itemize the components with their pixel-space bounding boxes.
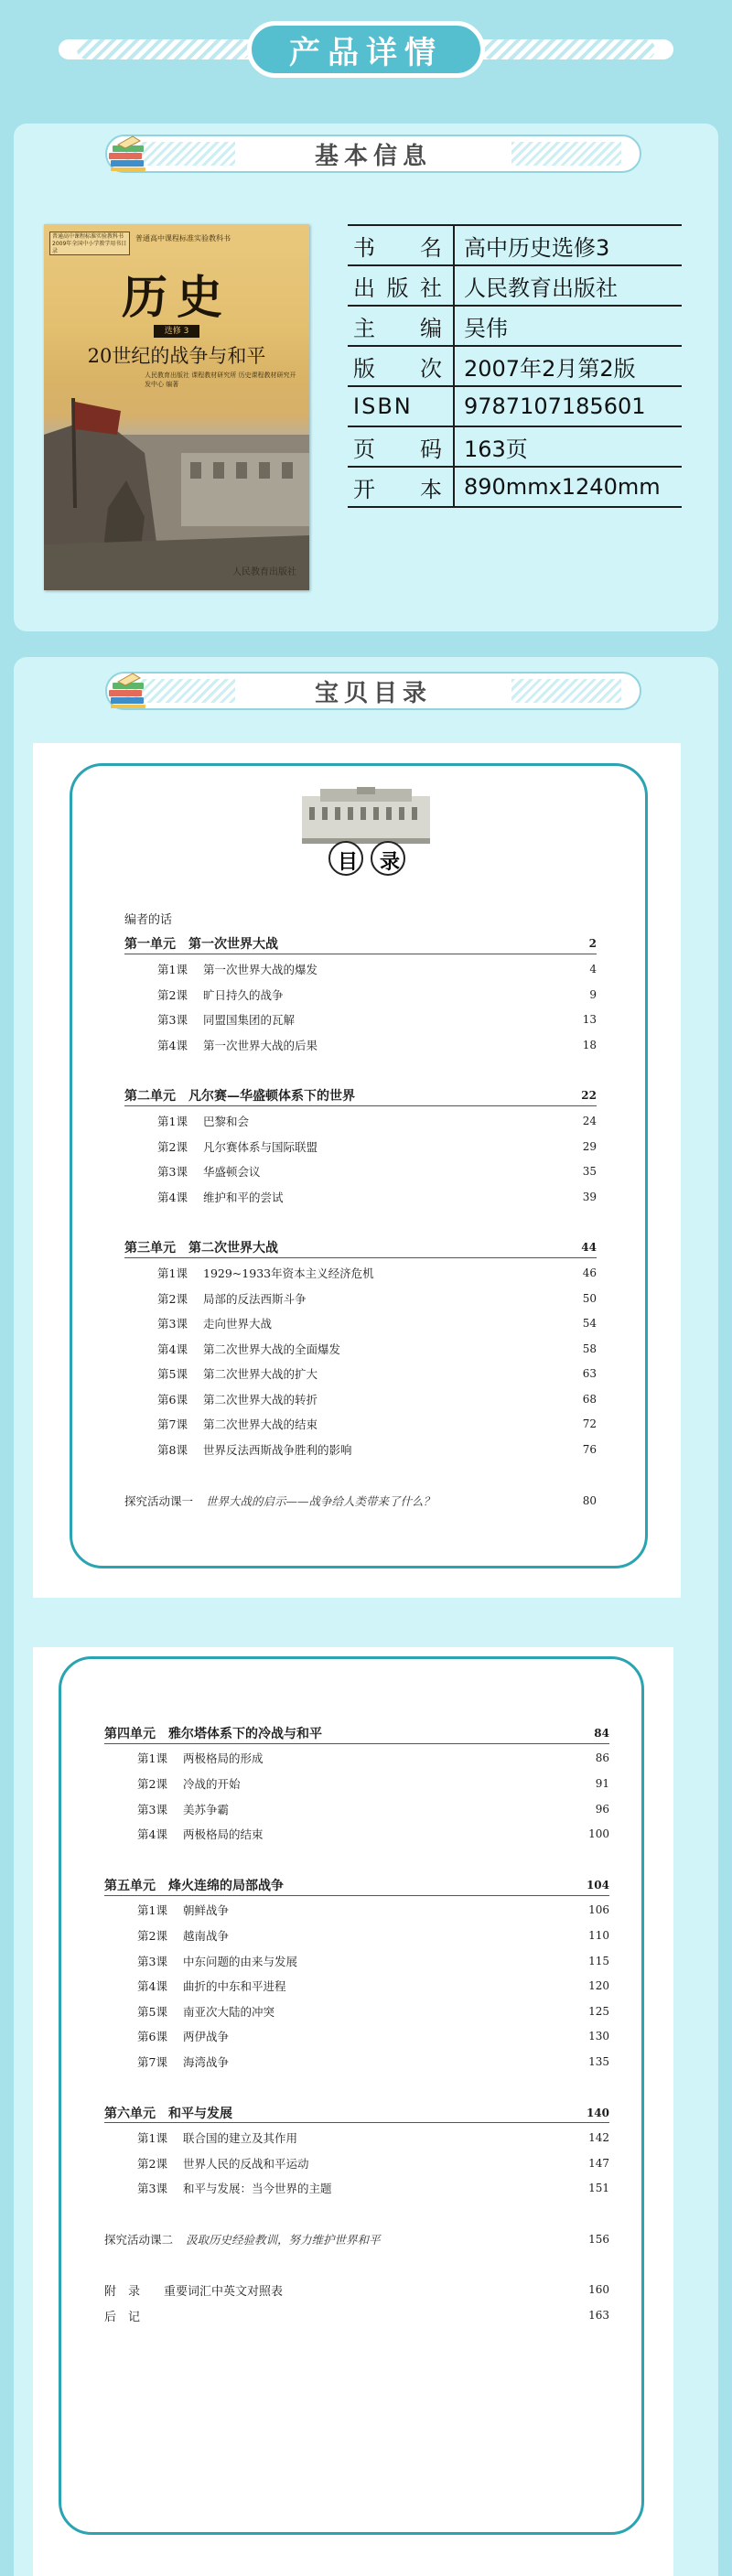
toc-gap <box>104 2252 609 2278</box>
toc-page-number: 54 <box>582 1317 597 1331</box>
toc-page-number: 106 <box>588 1903 609 1917</box>
toc-title: 海湾战争 <box>183 2054 230 2069</box>
books-icon <box>105 133 149 175</box>
toc-label: 第2课 <box>157 1291 188 1306</box>
toc-title: 第二次世界大战的结束 <box>203 1417 318 1432</box>
toc-lesson-row <box>104 2150 609 2176</box>
toc-page-number: 44 <box>581 1241 597 1255</box>
toc-row <box>124 906 597 932</box>
toc-unit-row <box>124 1235 597 1261</box>
toc-unit-row <box>124 932 597 957</box>
cover-series: 普通高中课程标准实验教科书 <box>135 234 231 243</box>
toc-page-number: 4 <box>589 962 597 975</box>
toc-label: 第2课 <box>137 1776 167 1791</box>
contents-building-illustration <box>293 787 439 878</box>
toc-page-number: 130 <box>588 2030 609 2043</box>
toc-title: 第一次世界大战的爆发 <box>203 962 318 976</box>
toc-page-number: 120 <box>588 1979 609 1993</box>
toc-gap <box>124 1462 597 1488</box>
toc-page-number: 156 <box>588 2232 609 2246</box>
toc-page-number: 68 <box>582 1392 597 1406</box>
cover-publisher: 人民教育出版社 <box>232 567 296 577</box>
toc-page-number: 147 <box>588 2156 609 2170</box>
toc-title: 附 录 重要词汇中英文对照表 <box>104 2284 284 2299</box>
toc-page-number: 35 <box>582 1165 597 1179</box>
toc-label: 第3课 <box>137 2182 167 2196</box>
toc-title: 凡尔赛体系与国际联盟 <box>203 1139 318 1154</box>
toc-title: 南亚次大陆的冲突 <box>183 2004 275 2019</box>
toc-label: 探究活动课一 <box>124 1493 194 1508</box>
toc-lesson-row <box>124 1336 597 1362</box>
toc-page-number: 84 <box>594 1726 609 1740</box>
toc-title: 第二次世界大战的全面爆发 <box>203 1342 341 1356</box>
toc-lesson-row <box>104 2024 609 2050</box>
info-value: 人民教育出版社 <box>454 265 682 306</box>
toc-label: 第4课 <box>157 1342 188 1356</box>
toc-lesson-row <box>104 2125 609 2150</box>
toc-title: 汲取历史经验教训，努力维护世界和平 <box>186 2232 381 2247</box>
toc-page-number: 135 <box>588 2054 609 2068</box>
toc-page-number: 86 <box>595 1751 609 1765</box>
toc-lesson-row <box>124 1310 597 1336</box>
toc-lesson-row <box>124 1184 597 1210</box>
info-value: 2007年2月第2版 <box>454 346 682 386</box>
toc-page-number: 115 <box>588 1954 609 1967</box>
toc-page-number: 50 <box>582 1291 597 1305</box>
info-label: 开 本 <box>348 467 454 507</box>
toc-title: 和平与发展：当今世界的主题 <box>183 2182 332 2196</box>
toc-label: 第2课 <box>157 1139 188 1154</box>
toc-label: 第4课 <box>137 1979 167 1994</box>
cover-main-title: 历史 <box>122 270 231 324</box>
toc-title: 维护和平的尝试 <box>203 1190 284 1204</box>
toc-page-number: 18 <box>582 1038 597 1051</box>
cover-authors: 人民教育出版社 课程教材研究所 历史课程教材研究开发中心 编著 <box>145 372 296 388</box>
toc-label: 第1课 <box>137 1903 167 1918</box>
toc-lesson-row <box>124 982 597 1008</box>
toc-label: 第1课 <box>137 2131 167 2146</box>
basic-info-title: 基本信息 <box>314 142 432 170</box>
toc-page-number: 72 <box>582 1417 597 1431</box>
banner-pill <box>247 21 485 78</box>
books-icon <box>105 670 149 712</box>
toc-label: 第4课 <box>157 1190 188 1204</box>
toc-lesson-row <box>104 1999 609 2024</box>
toc-unit-row <box>124 1083 597 1109</box>
banner-stripes-right <box>481 39 655 59</box>
toc-page-number: 63 <box>582 1367 597 1381</box>
cover-subtitle: 20世纪的战争与和平 <box>87 345 266 367</box>
toc-title: 冷战的开始 <box>183 1776 241 1791</box>
banner-title: 产品详情 <box>289 34 443 71</box>
toc-lesson-row <box>104 1796 609 1822</box>
info-label: 书 名 <box>348 225 454 265</box>
info-row <box>348 386 682 426</box>
cover-top-label: 普通高中课程标准实验教科书 2009年全国中小学教学用书目录 <box>49 232 130 255</box>
cover-photo <box>44 398 309 590</box>
toc-page-number: 104 <box>586 1878 609 1892</box>
toc-lesson-row <box>104 1821 609 1847</box>
info-value: 163页 <box>454 426 682 467</box>
toc-label: 第6课 <box>157 1392 188 1407</box>
toc-label: 第4课 <box>137 1827 167 1842</box>
info-row <box>348 306 682 346</box>
toc-lesson-row <box>104 2049 609 2075</box>
info-label: ISBN <box>348 386 454 426</box>
top-banner <box>0 0 732 90</box>
toc-page-number: 22 <box>581 1089 597 1103</box>
basic-info-header <box>105 135 641 173</box>
toc-label: 第6课 <box>137 2030 167 2044</box>
toc-page-number: 160 <box>588 2283 609 2297</box>
info-row <box>348 467 682 507</box>
toc-row <box>124 1488 597 1514</box>
toc-page-number: 151 <box>588 2182 609 2195</box>
toc-lesson-row <box>124 1286 597 1311</box>
toc-gap <box>124 1210 597 1235</box>
toc-title: 越南战争 <box>183 1928 230 1943</box>
toc-page-number: 58 <box>582 1342 597 1355</box>
toc-page-number: 46 <box>582 1266 597 1279</box>
toc-lesson-row <box>124 1108 597 1134</box>
toc-label: 第1课 <box>157 962 188 976</box>
toc-page-number: 80 <box>582 1493 597 1507</box>
toc-title: 世界人民的反战和平运动 <box>183 2156 309 2171</box>
toc-title: 两极格局的结束 <box>183 1827 264 1842</box>
toc-title: 后 记 <box>104 2310 141 2324</box>
toc-label: 第1课 <box>137 1751 167 1766</box>
banner-stripes-left <box>77 39 251 59</box>
toc-title: 美苏争霸 <box>183 1802 230 1816</box>
header-stripes-right <box>511 142 621 166</box>
toc-title: 同盟国集团的瓦解 <box>203 1013 296 1028</box>
toc-list-1 <box>124 906 597 1513</box>
toc-page-number: 13 <box>582 1013 597 1027</box>
toc-title: 中东问题的由来与发展 <box>183 1954 298 1968</box>
info-label: 页 码 <box>348 426 454 467</box>
toc-page-number: 9 <box>589 987 597 1001</box>
toc-title: 局部的反法西斯斗争 <box>203 1291 307 1306</box>
toc-label: 第3课 <box>157 1013 188 1028</box>
toc-title: 第一单元 第一次世界大战 <box>124 937 278 953</box>
toc-lesson-row <box>104 2176 609 2202</box>
toc-page-number: 163 <box>588 2309 609 2323</box>
toc-title: 两极格局的形成 <box>183 1751 264 1766</box>
toc-gap <box>104 2201 609 2226</box>
toc-title: 第三单元 第二次世界大战 <box>124 1241 278 1256</box>
toc-page-number: 100 <box>588 1827 609 1841</box>
contents-header <box>105 672 641 710</box>
info-row <box>348 426 682 467</box>
toc-page-number: 76 <box>582 1443 597 1457</box>
toc-label: 第2课 <box>137 1928 167 1943</box>
toc-title: 巴黎和会 <box>203 1114 250 1128</box>
toc-label: 第7课 <box>137 2054 167 2069</box>
toc-title: 第二次世界大战的扩大 <box>203 1367 318 1382</box>
toc-page-number: 140 <box>586 2106 609 2119</box>
toc-page-number: 29 <box>582 1139 597 1153</box>
toc-title: 第二次世界大战的转折 <box>203 1392 318 1407</box>
toc-lesson-row <box>104 1898 609 1924</box>
toc-row <box>104 2226 609 2252</box>
toc-gap <box>124 1058 597 1083</box>
info-table <box>348 224 682 508</box>
toc-title: 第一次世界大战的后果 <box>203 1038 318 1052</box>
contents-title: 宝贝目录 <box>314 679 432 707</box>
toc-row <box>104 2278 609 2303</box>
toc-title: 第二单元 凡尔赛—华盛顿体系下的世界 <box>124 1089 355 1105</box>
toc-title: 曲折的中东和平进程 <box>183 1979 286 1994</box>
toc-title: 第五单元 烽火连绵的局部战争 <box>104 1878 284 1893</box>
toc-title: 走向世界大战 <box>203 1317 273 1331</box>
info-row <box>348 225 682 265</box>
info-label: 主 编 <box>348 306 454 346</box>
toc-label: 第1课 <box>157 1266 188 1280</box>
toc-title: 两伊战争 <box>183 2030 230 2044</box>
info-value: 吴伟 <box>454 306 682 346</box>
info-row <box>348 346 682 386</box>
toc-lesson-row <box>104 1973 609 1999</box>
toc-lesson-row <box>104 1771 609 1796</box>
toc-label: 第3课 <box>157 1317 188 1331</box>
toc-page-number: 142 <box>588 2131 609 2145</box>
toc-label: 第7课 <box>157 1417 188 1432</box>
toc-lesson-row <box>124 1007 597 1032</box>
toc-page-number: 24 <box>582 1114 597 1127</box>
info-row <box>348 265 682 306</box>
toc-label: 第4课 <box>157 1038 188 1052</box>
toc-lesson-row <box>124 1260 597 1286</box>
toc-title: 编者的话 <box>124 913 173 928</box>
toc-title: 世界反法西斯战争胜利的影响 <box>203 1443 352 1458</box>
toc-title: 华盛顿会议 <box>203 1165 261 1180</box>
toc-label: 第1课 <box>157 1114 188 1128</box>
toc-label: 探究活动课二 <box>104 2232 174 2247</box>
header-stripes-right <box>511 679 621 703</box>
toc-label: 第3课 <box>157 1165 188 1180</box>
toc-lesson-row <box>124 1386 597 1412</box>
contents-heading-char-1: 目 <box>337 850 358 874</box>
toc-title: 旷日持久的战争 <box>203 987 284 1002</box>
contents-heading-char-2: 录 <box>379 850 400 874</box>
toc-title: 世界大战的启示——战争给人类带来了什么？ <box>206 1493 436 1508</box>
toc-lesson-row <box>124 1134 597 1159</box>
info-value: 高中历史选修3 <box>454 225 682 265</box>
toc-unit-row <box>104 1720 609 1746</box>
toc-gap <box>104 2075 609 2100</box>
toc-label: 第8课 <box>157 1443 188 1458</box>
toc-lesson-row <box>124 1159 597 1184</box>
info-label: 版 次 <box>348 346 454 386</box>
toc-lesson-row <box>124 1437 597 1462</box>
toc-title: 第六单元 和平与发展 <box>104 2106 232 2121</box>
toc-lesson-row <box>104 1923 609 1948</box>
info-value: 9787107185601 <box>454 386 682 426</box>
toc-list-2 <box>104 1720 609 2328</box>
info-value: 890mmx1240mm <box>454 467 682 507</box>
toc-title: 朝鲜战争 <box>183 1903 230 1918</box>
toc-gap <box>104 1847 609 1872</box>
toc-title: 第四单元 雅尔塔体系下的冷战与和平 <box>104 1726 322 1741</box>
toc-label: 第2课 <box>157 987 188 1002</box>
toc-label: 第3课 <box>137 1954 167 1968</box>
info-label: 出版社 <box>348 265 454 306</box>
toc-label: 第5课 <box>137 2004 167 2019</box>
toc-page-number: 39 <box>582 1190 597 1203</box>
toc-lesson-row <box>124 1362 597 1387</box>
toc-page-number: 91 <box>595 1776 609 1790</box>
toc-unit-row <box>104 2100 609 2126</box>
toc-title: 1929~1933年资本主义经济危机 <box>203 1266 374 1280</box>
toc-label: 第2课 <box>137 2156 167 2171</box>
book-cover <box>44 224 309 590</box>
toc-unit-row <box>104 1872 609 1898</box>
toc-lesson-row <box>104 1948 609 1974</box>
toc-row <box>104 2302 609 2328</box>
toc-title: 联合国的建立及其作用 <box>183 2131 298 2146</box>
toc-lesson-row <box>104 1746 609 1772</box>
cover-volume: 选修 3 <box>154 325 199 338</box>
toc-lesson-row <box>124 1412 597 1438</box>
toc-label: 第3课 <box>137 1802 167 1816</box>
toc-page-number: 110 <box>588 1928 609 1942</box>
toc-lesson-row <box>124 956 597 982</box>
toc-label: 第5课 <box>157 1367 188 1382</box>
toc-page-number: 125 <box>588 2004 609 2018</box>
toc-page-number: 96 <box>595 1802 609 1816</box>
toc-page-number: 2 <box>588 937 597 951</box>
toc-lesson-row <box>124 1032 597 1058</box>
